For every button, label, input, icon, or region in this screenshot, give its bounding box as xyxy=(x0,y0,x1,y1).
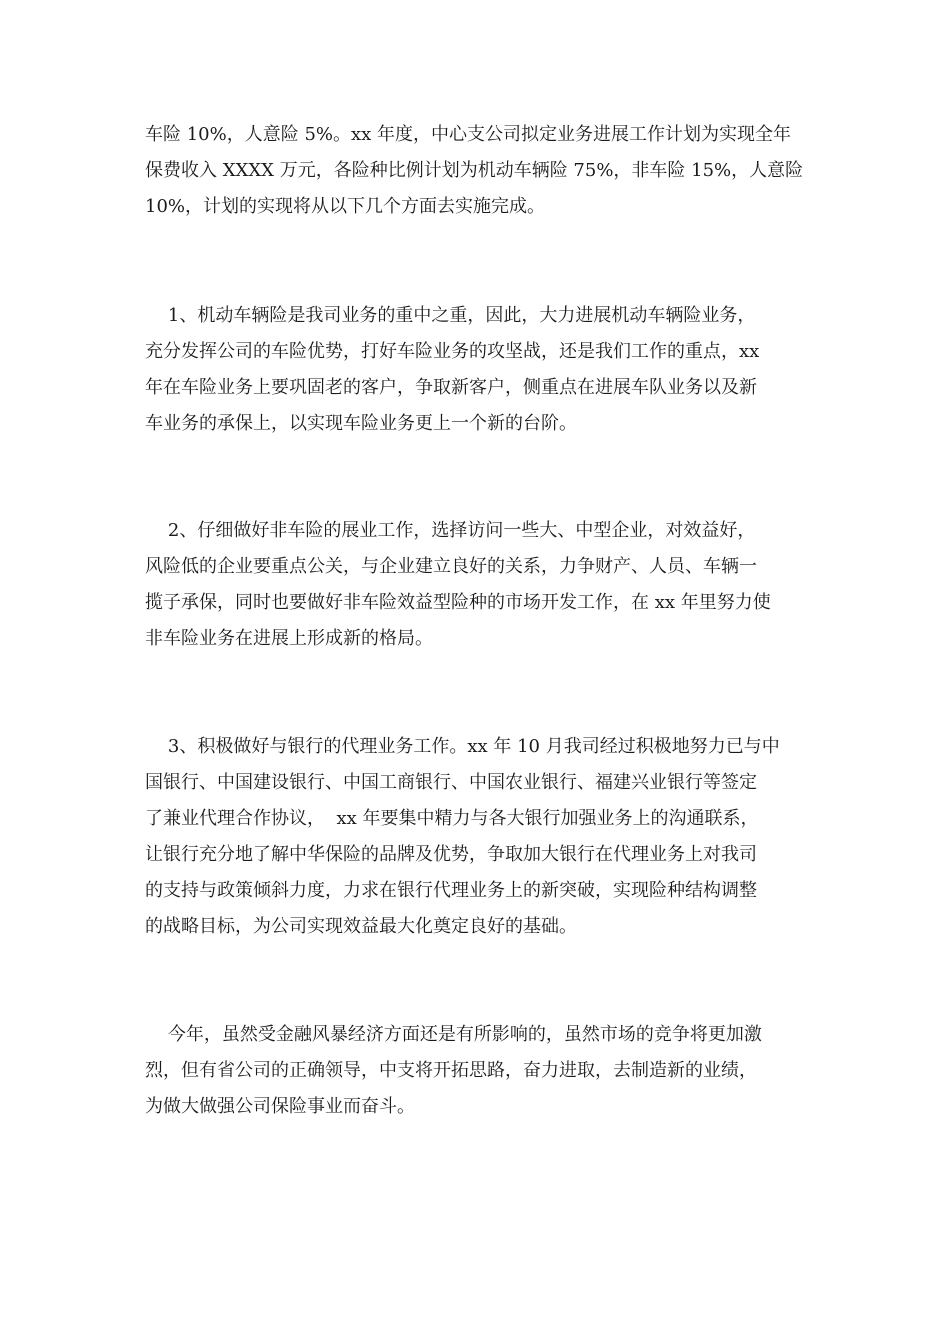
text-line: 2、仔细做好非车险的展业工作，选择访问一些大、中型企业，对效益好， xyxy=(145,520,756,541)
text-line: 国银行、中国建设银行、中国工商银行、中国农业银行、福建兴业银行等签定 xyxy=(145,772,757,793)
text-line: 揽子承保，同时也要做好非车险效益型险种的市场开发工作，在 xx 年里努力使 xyxy=(145,592,771,613)
text-line: 1、机动车辆险是我司业务的重中之重，因此，大力进展机动车辆险业务， xyxy=(145,305,756,326)
text-line: 风险低的企业要重点公关，与企业建立良好的关系，力争财产、人员、车辆一 xyxy=(145,556,757,577)
text-line: 烈，但有省公司的正确领导，中支将开拓思路，奋力进取，去制造新的业绩， xyxy=(145,1060,757,1081)
text-line: 今年，虽然受金融风暴经济方面还是有所影响的，虽然市场的竞争将更加激 xyxy=(145,1024,762,1045)
text-line: 了兼业代理合作协议， xx 年要集中精力与各大银行加强业务上的沟通联系， xyxy=(145,808,759,829)
text-line: 为做大做强公司保险事业而奋斗。 xyxy=(145,1096,415,1117)
text-line: 保费收入 XXXX 万元，各险种比例计划为机动车辆险 75%，非车险 15%，人意险 xyxy=(145,160,804,181)
text-line: 非车险业务在进展上形成新的格局。 xyxy=(145,628,433,649)
paragraph-intro xyxy=(145,117,810,225)
text-line: 充分发挥公司的车险优势，打好车险业务的攻坚战，还是我们工作的重点，xx xyxy=(145,341,760,362)
text-line: 年在车险业务上要巩固老的客户，争取新客户，侧重点在进展车队业务以及新 xyxy=(145,377,757,398)
text-line: 10%，计划的实现将从以下几个方面去实施完成。 xyxy=(145,196,546,217)
paragraph-item-1 xyxy=(145,298,810,442)
text-line: 让银行充分地了解中华保险的品牌及优势，争取加大银行在代理业务上对我司 xyxy=(145,844,757,865)
text-line: 车险 10%，人意险 5%。xx 年度，中心支公司拟定业务进展工作计划为实现全年 xyxy=(145,124,792,145)
text-line: 车业务的承保上，以实现车险业务更上一个新的台阶。 xyxy=(145,413,577,434)
text-line: 的战略目标，为公司实现效益最大化奠定良好的基础。 xyxy=(145,916,577,937)
text-line: 3、积极做好与银行的代理业务工作。xx 年 10 月我司经过积极地努力已与中 xyxy=(145,736,780,757)
text-line: 的支持与政策倾斜力度，力求在银行代理业务上的新突破，实现险种结构调整 xyxy=(145,880,757,901)
paragraph-item-2 xyxy=(145,513,810,657)
paragraph-closing xyxy=(145,1017,810,1125)
paragraph-item-3 xyxy=(145,729,810,945)
